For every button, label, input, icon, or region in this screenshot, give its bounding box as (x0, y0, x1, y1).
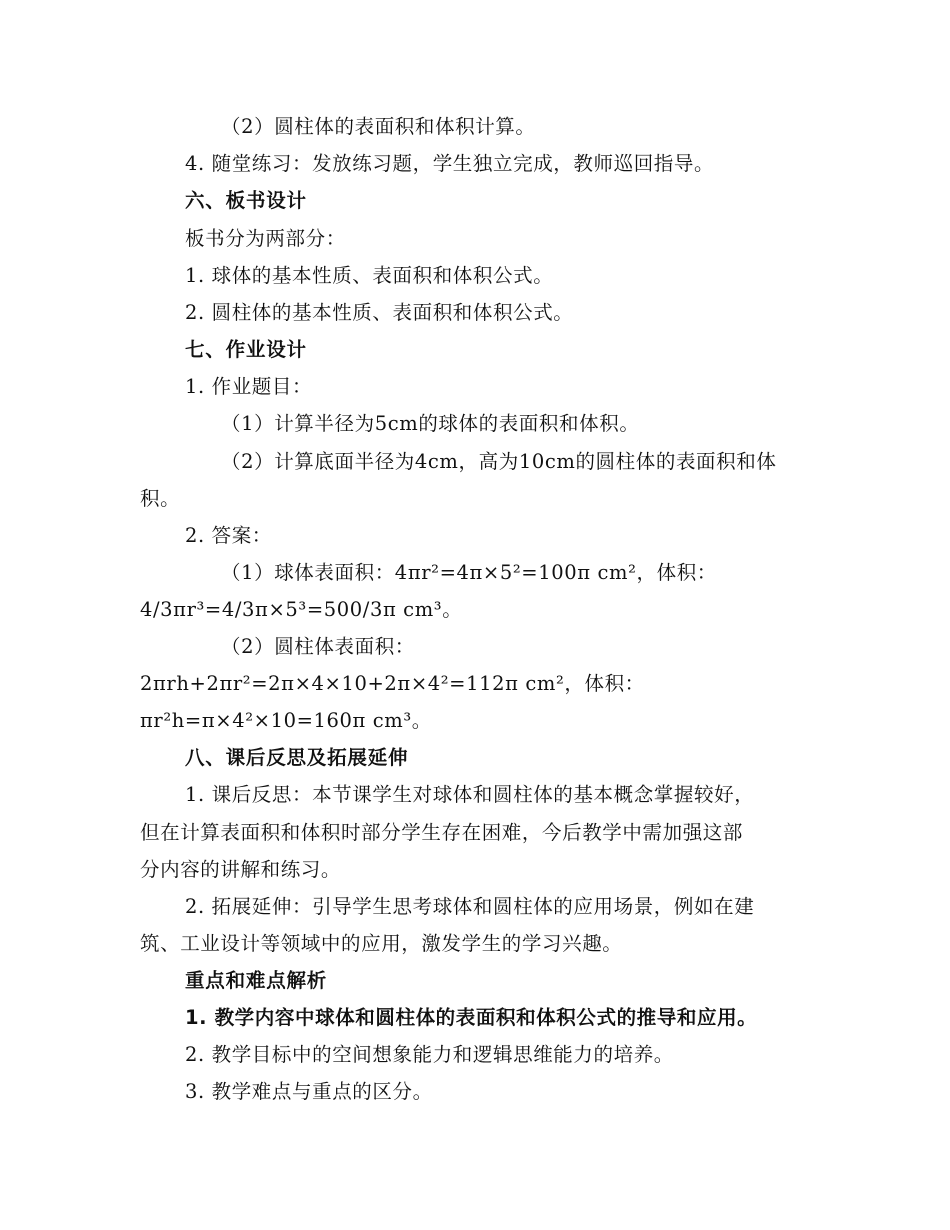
answer-1-surface: （1）球体表面积：4πr²=4π×5²=100π cm²，体积： (221, 561, 717, 584)
homework-question-2-cont: 积。 (140, 487, 181, 510)
reflection-line-3: 分内容的讲解和练习。 (140, 858, 342, 881)
extension-line-2: 筑、工业设计等领域中的应用，激发学生的学习兴趣。 (140, 932, 623, 955)
board-item-cylinder: 2. 圆柱体的基本性质、表面积和体积公式。 (185, 301, 574, 324)
homework-item-answers: 2. 答案： (185, 524, 272, 547)
item-classroom-practice: 4. 随堂练习：发放练习题，学生独立完成，教师巡回指导。 (185, 152, 715, 175)
answer-2-volume: πr²h=π×4²×10=160π cm³。 (140, 709, 432, 732)
section-heading-homework: 七、作业设计 (185, 338, 307, 361)
board-item-sphere: 1. 球体的基本性质、表面积和体积公式。 (185, 264, 554, 287)
extension-line-1: 2. 拓展延伸：引导学生思考球体和圆柱体的应用场景，例如在建 (185, 895, 755, 918)
sub-item-cylinder-calculation: （2）圆柱体的表面积和体积计算。 (221, 115, 536, 138)
answer-2-label: （2）圆柱体表面积： (221, 635, 415, 658)
section-heading-board-design: 六、板书设计 (185, 189, 307, 212)
key-point-1: 1. 教学内容中球体和圆柱体的表面积和体积公式的推导和应用。 (185, 1006, 758, 1029)
answer-1-volume: 4/3πr³=4/3π×5³=500/3π cm³。 (140, 598, 463, 621)
board-design-intro: 板书分为两部分： (185, 227, 346, 250)
reflection-line-1: 1. 课后反思：本节课学生对球体和圆柱体的基本概念掌握较好， (185, 783, 755, 806)
key-point-3: 3. 教学难点与重点的区分。 (185, 1080, 433, 1103)
key-point-2: 2. 教学目标中的空间想象能力和逻辑思维能力的培养。 (185, 1043, 674, 1066)
homework-question-2: （2）计算底面半径为4cm，高为10cm的圆柱体的表面积和体 (221, 450, 777, 473)
reflection-line-2: 但在计算表面积和体积时部分学生存在困难，今后教学中需加强这部 (140, 821, 744, 844)
homework-item-questions: 1. 作业题目： (185, 375, 313, 398)
section-heading-key-points: 重点和难点解析 (185, 969, 328, 992)
homework-question-1: （1）计算半径为5cm的球体的表面积和体积。 (221, 412, 640, 435)
section-heading-reflection: 八、课后反思及拓展延伸 (185, 746, 409, 769)
answer-2-surface: 2πrh+2πr²=2π×4×10+2π×4²=112π cm²，体积： (140, 672, 645, 695)
